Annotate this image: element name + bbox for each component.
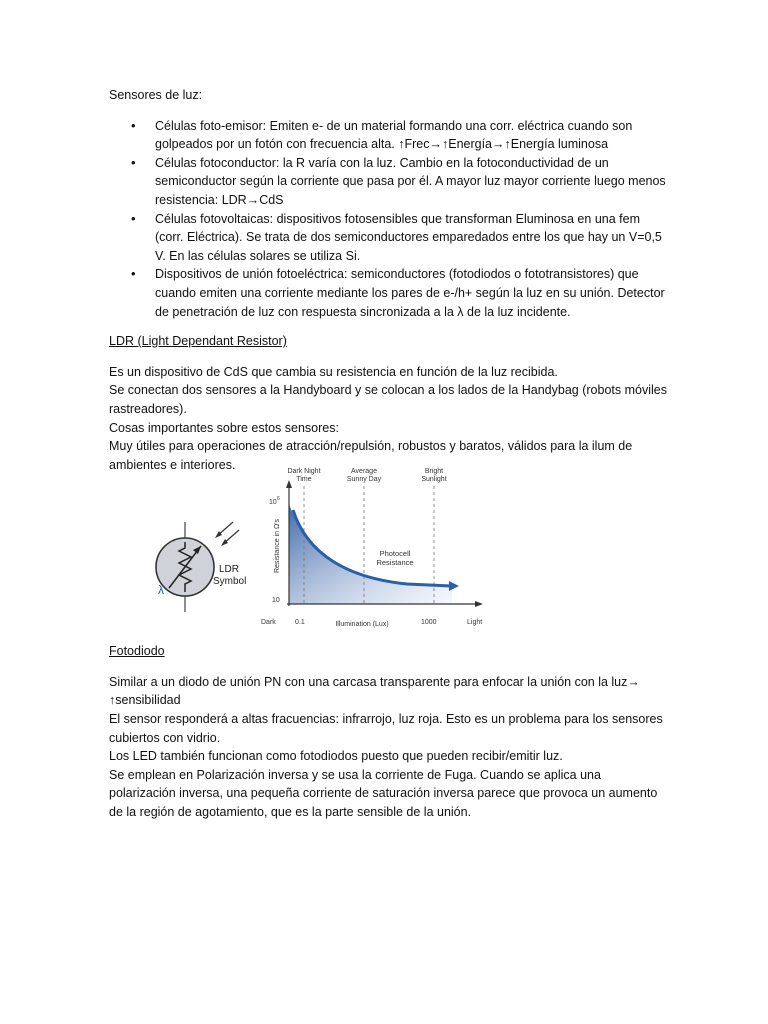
fotodiodo-paragraph: Se emplean en Polarización inversa y se usa la corriente de Fuga. Cuando se aplica una polarización inversa, una pequeña corriente de saturación inversa parece que provoca un aumento de la región de agotamiento, que es la parte sensible de la unión.: [109, 767, 658, 820]
intro-text: Sensores de luz:: [109, 88, 203, 102]
x-tick-label: Dark: [261, 619, 276, 627]
top-label: Dark Night: [287, 468, 321, 476]
curve-label: Photocell: [379, 549, 411, 559]
ldr-figure: [109, 468, 669, 642]
y-tick-label: 10: [269, 499, 277, 507]
list-item: • Células foto-emisor: Emiten e- de un material formando una corr. eléctrica cuando son golpeados por un fotón con frecuencia alta. ↑Frec→↑Energía→↑Energía luminosa: [131, 117, 633, 152]
bullet-icon: •: [131, 266, 136, 282]
ldr-paragraph: Se conectan dos sensores a la Handyboard y se colocan a los lados de la Handybag (robots móviles rastreadores).: [109, 383, 667, 416]
top-label: Time: [296, 476, 312, 484]
list-item: • Células fotovoltaicas: dispositivos fotosensibles que transforman Eluminosa en una fem (corr. Eléctrica). Se trata de dos semiconductores emparedados entre los que hay un V=0,5 V. En las células solares se utiliza Si.: [131, 210, 662, 263]
top-label: Bright: [424, 468, 444, 476]
top-label: Sunlight: [421, 476, 447, 484]
x-axis-label: Illumination (Lux): [335, 621, 389, 629]
document-page: [109, 86, 669, 822]
y-tick-exponent: 6: [277, 496, 280, 503]
ldr-heading: LDR (Light Dependant Resistor): [109, 334, 287, 349]
bullet-icon: •: [131, 117, 136, 133]
ldr-paragraph: Es un dispositivo de CdS que cambia su resistencia en función de la luz recibida.: [109, 364, 558, 379]
photocell-resistance-graph: [261, 464, 503, 632]
lambda-symbol: λ: [158, 583, 164, 598]
y-axis-label: Resistance in Ω's: [274, 519, 281, 574]
sensor-types-list: [109, 117, 669, 322]
top-label: Sunny Day: [346, 476, 382, 484]
list-item: • Células fotoconductor: la R varía con la luz. Cambio en la fotoconductividad de un semiconductor según la corriente que pasa por él. A mayor luz mayor corriente luego menos resistencia: LDR→CdS: [131, 154, 666, 207]
y-tick-label: 10: [272, 597, 280, 605]
fotodiodo-paragraph: Similar a un diodo de unión PN con una carcasa transparente para enfocar la unión con la luz→ ↑sensibilidad: [109, 674, 640, 708]
ldr-paragraph: Muy útiles para operaciones de atracción/repulsión, robustos y baratos, válidos para la ilum de ambientes e interiores.: [109, 439, 633, 472]
x-tick-label: 0.1: [295, 619, 305, 627]
fotodiodo-paragraph: El sensor responderá a altas fracuencias: infrarrojo, luz roja. Esto es un problema para los sensores cubiertos con vidrio.: [109, 712, 663, 745]
fotodiodo-paragraph: Los LED también funcionan como fotodiodos puesto que pueden recibir/emitir luz.: [109, 749, 563, 764]
fotodiodo-heading: Fotodiodo: [109, 644, 165, 659]
x-tick-label: Light: [467, 619, 483, 627]
ldr-symbol-label: LDR: [219, 564, 240, 576]
bullet-icon: •: [131, 154, 136, 170]
ldr-symbol-label: Symbol: [213, 576, 247, 588]
top-label: Average: [351, 468, 377, 476]
ldr-paragraph: Cosas importantes sobre estos sensores:: [109, 420, 339, 435]
curve-label: Resistance: [376, 558, 414, 568]
bullet-icon: •: [131, 210, 136, 226]
ldr-symbol-icon: [155, 522, 265, 612]
list-item: • Dispositivos de unión fotoeléctrica: semiconductores (fotodiodos o fototransistores) que cuando emiten una corriente mediante los pares de e-/h+ según la luz en su unión. Detector de penetración de luz con respuesta sincronizada a la λ de la luz incidente.: [131, 266, 665, 319]
x-tick-label: 1000: [421, 619, 437, 627]
